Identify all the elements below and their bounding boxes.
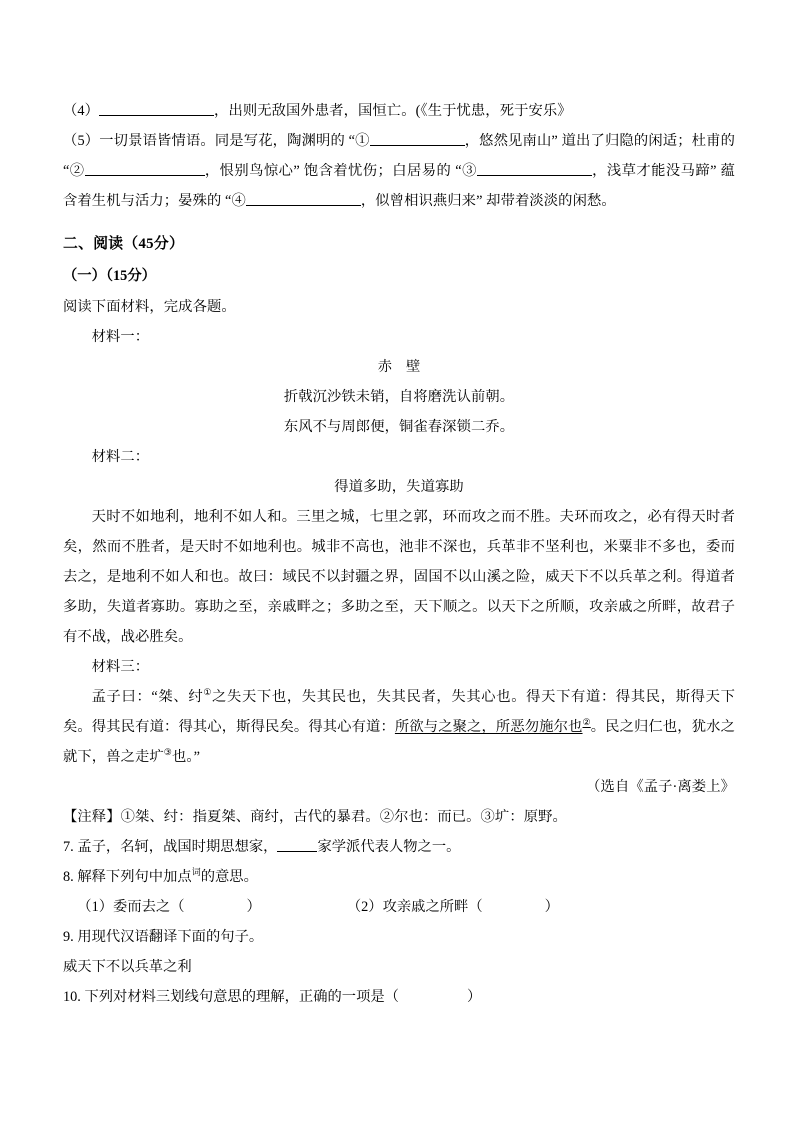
material-3-seg3: 。民之归仁也，犹水之就下，兽之走圹 bbox=[63, 719, 735, 765]
section-2-title: 二、阅读（45分） bbox=[63, 236, 185, 252]
fill-blank-5-number: （5） bbox=[63, 133, 100, 149]
material-3-seg4: 也。” bbox=[171, 749, 201, 765]
fill-blank-5-seg3: ，恨别鸟惊心” 饱含着忧伤；白居易的 “③ bbox=[204, 163, 477, 179]
material-2-title: 得道多助，失道寡助 bbox=[334, 479, 464, 495]
question-8 bbox=[63, 862, 735, 892]
fill-blank-4-text: ，出则无敌国外患者，国恒亡。(《生于忧患，死于安乐》 bbox=[214, 103, 572, 119]
footnote-marker-3: ③ bbox=[163, 747, 172, 758]
material-3-label: 材料三： bbox=[91, 659, 150, 675]
fill-blank-5-seg1: 一切景语皆情语。同是写花，陶渊明的 “① bbox=[99, 133, 370, 149]
poem-line-1: 折戟沉沙铁未销，自将磨洗认前朝。 bbox=[283, 389, 515, 405]
underlined-passage: 所欲与之聚之，所恶勿施尔也 bbox=[394, 719, 583, 735]
answer-blank-5-4[interactable] bbox=[246, 191, 361, 206]
footnote-item-1: ①桀、纣：指夏桀、商纣，古代的暴君。 bbox=[120, 809, 380, 825]
fill-blank-5-seg5: ，似曾相识燕归来” 却带着淡淡的闲愁。 bbox=[360, 193, 616, 209]
material-3-seg2: 之失天下也，失其民也，失其民者，失其心也。得天下有道：得其民，斯得天下矣。得其民有道：得其心，斯得民矣。得其心有道： bbox=[63, 689, 735, 735]
footnotes bbox=[63, 802, 735, 832]
question-7 bbox=[63, 832, 735, 862]
footnote-marker-1: ① bbox=[203, 687, 213, 698]
fill-blank-5-seg2: ，悠然见南山” 道出了归隐的闲适；杜甫的 “② bbox=[63, 133, 735, 179]
question-10-text-after: ） bbox=[466, 989, 482, 1005]
question-8-stem-a: 解释下列句中加点 bbox=[77, 869, 192, 885]
question-8-sub-2-close: ） bbox=[544, 899, 559, 915]
question-10 bbox=[63, 982, 735, 1012]
answer-blank-4[interactable] bbox=[99, 101, 214, 116]
poem-line-2: 东风不与周郎便，铜雀春深锁二乔。 bbox=[283, 419, 515, 435]
question-9-sentence: 威天下不以兵革之利 bbox=[63, 959, 192, 975]
question-8-stem-sup: 词 bbox=[191, 867, 201, 878]
question-8-sub-1-close: ） bbox=[246, 899, 261, 915]
question-9 bbox=[63, 922, 735, 952]
poem-title-text: 赤壁 bbox=[377, 359, 435, 375]
question-7-number: 7. bbox=[63, 839, 74, 855]
question-8-sub-1-number: （1） bbox=[77, 899, 114, 915]
material-3-body bbox=[63, 682, 735, 772]
material-2-body: 天时不如地利，地利不如人和。三里之城，七里之郭，环而攻之而不胜。夫环而攻之，必有得天时者矣，然而不胜者，是天时不如地利也。城非不高也，池非不深也，兵革非不坚利也，米粟非不多也，委而去之，是地利不如人和也。故曰：域民不以封疆之界，固国不以山溪之险，威天下不以兵革之利。得道者多助，失道者寡助。寡助之至，亲戚畔之；多助之至，天下顺之。以天下之所顺，攻亲戚之所畔，故君子有不战，战必胜矣。 bbox=[63, 509, 735, 645]
fill-blank-5-seg4: ，浅草才能没马蹄” 蕴含着生机与活力；晏殊的 “④ bbox=[63, 163, 735, 209]
material-3-source: （选自《孟子·离娄上》 bbox=[586, 779, 735, 795]
fill-blank-item-4 bbox=[63, 96, 735, 126]
answer-blank-q7[interactable] bbox=[277, 837, 317, 852]
footnote-item-3: ③圹：原野。 bbox=[480, 809, 567, 825]
question-8-stem-b: 的意思。 bbox=[200, 869, 258, 885]
material-2-label: 材料二： bbox=[91, 449, 150, 465]
poem-title bbox=[63, 352, 735, 382]
footnotes-label: 【注释】 bbox=[63, 809, 121, 825]
question-9-number: 9. bbox=[63, 929, 74, 945]
answer-blank-5-3[interactable] bbox=[477, 161, 592, 176]
subsection-1-title: （一）（15分） bbox=[63, 268, 156, 284]
answer-blank-5-2[interactable] bbox=[85, 161, 205, 176]
question-7-text-before: 孟子，名轲，战国时期思想家， bbox=[77, 839, 278, 855]
question-8-sub-2-text: 攻亲戚之所畔（ bbox=[382, 899, 483, 915]
fill-blank-item-5 bbox=[63, 126, 735, 216]
question-7-text-after: 家学派代表人物之一。 bbox=[317, 839, 461, 855]
material-1-label: 材料一： bbox=[91, 329, 150, 345]
question-8-sub-2-number: （2） bbox=[346, 899, 383, 915]
answer-blank-5-1[interactable] bbox=[370, 131, 465, 146]
question-8-sub-1-text: 委而去之（ bbox=[113, 899, 185, 915]
footnote-marker-2: ② bbox=[582, 717, 591, 728]
question-8-number: 8. bbox=[63, 869, 74, 885]
question-9-text: 用现代汉语翻译下面的句子。 bbox=[77, 929, 264, 945]
fill-blank-4-number: （4） bbox=[63, 103, 100, 119]
question-10-text-before: 下列对材料三划线句意思的理解，正确的一项是（ bbox=[84, 989, 399, 1005]
reading-instruction: 阅读下面材料，完成各题。 bbox=[63, 299, 236, 315]
footnote-item-2: ②尔也：而已。 bbox=[379, 809, 481, 825]
material-3-seg1: 孟子曰：“桀、纣 bbox=[91, 689, 204, 705]
question-10-number: 10. bbox=[63, 989, 81, 1005]
question-8-subitems bbox=[63, 892, 735, 922]
